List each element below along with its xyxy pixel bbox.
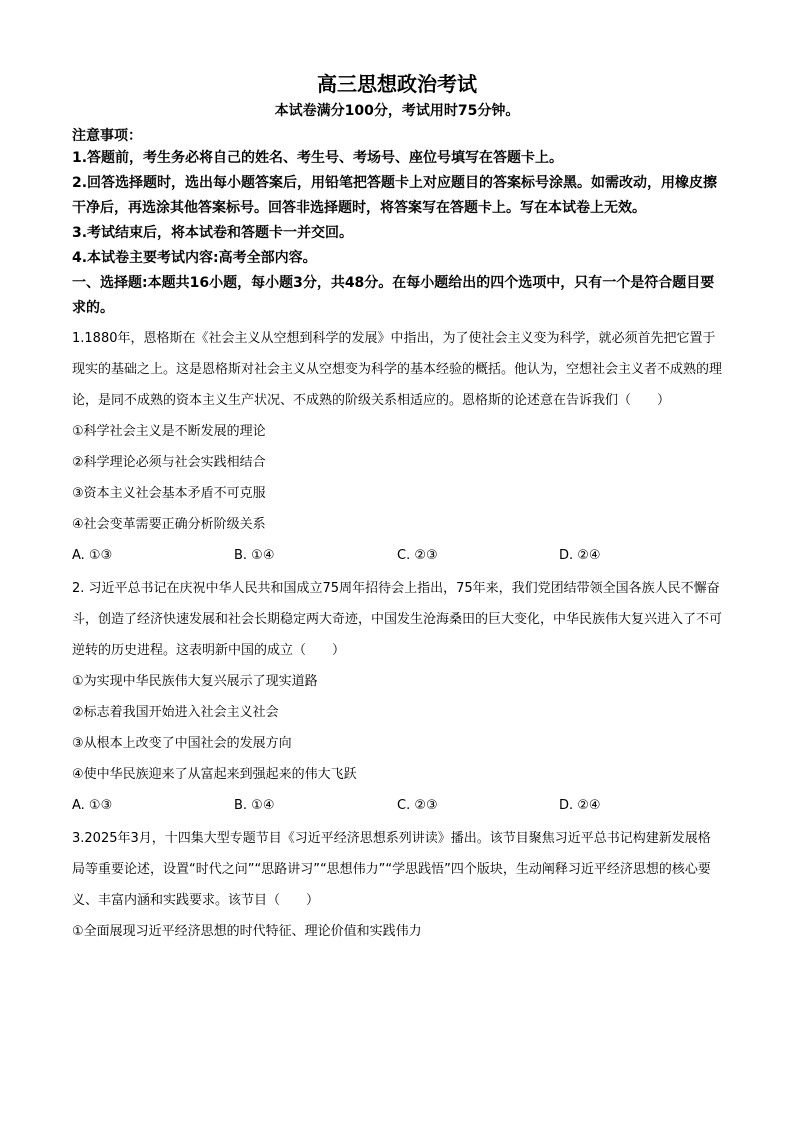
question-2	[72, 573, 722, 821]
choice-b: B. ①④	[234, 798, 275, 813]
choice-a: A. ①③	[72, 798, 113, 813]
note-item: 4.本试卷主要考试内容:高考全部内容。	[72, 250, 317, 266]
statement-option: ④使中华民族迎来了从富起来到强起来的伟大飞跃	[72, 767, 357, 782]
question-3	[72, 823, 722, 947]
note-item: 1.答题前，考生务必将自己的姓名、考生号、考场号、座位号填写在答题卡上。	[72, 150, 564, 166]
exam-title: 高三思想政治考试	[317, 72, 477, 96]
question-stem: 2. 习近平总书记在庆祝中华人民共和国成立75周年招待会上指出，75年来，我们党团结带领全国各族人民不懈奋斗，创造了经济快速发展和社会长期稳定两大奇迹，中国发生沧海桑田的巨大变化，中华民族伟大复兴进入了不可逆转的历史进程。这表明新中国的成立（ ）	[72, 581, 723, 658]
note-item: 3.考试结束后，将本试卷和答题卡一并交回。	[72, 225, 354, 241]
exam-page	[72, 72, 722, 947]
statement-option: ①全面展现习近平经济思想的时代特征、理论价值和实践伟力	[72, 924, 422, 939]
choice-c: C. ②③	[397, 798, 438, 813]
statement-option: ①为实现中华民族伟大复兴展示了现实道路	[72, 674, 318, 689]
choice-c: C. ②③	[397, 548, 438, 563]
statement-option: ③资本主义社会基本矛盾不可克服	[72, 486, 266, 501]
statement-option: ②标志着我国开始进入社会主义社会	[72, 705, 279, 720]
note-item: 2.回答选择题时，选出每小题答案后，用铅笔把答题卡上对应题目的答案标号涂黑。如需改动，用橡皮擦干净后，再选涂其他答案标号。回答非选择题时，将答案写在答题卡上。写在本试卷上无效。	[72, 175, 718, 216]
notes-heading: 注意事项：	[72, 128, 142, 144]
statement-option: ④社会变革需要正确分析阶级关系	[72, 517, 266, 532]
statement-option: ③从根本上改变了中国社会的发展方向	[72, 736, 292, 751]
question-stem: 1.1880年，恩格斯在《社会主义从空想到科学的发展》中指出，为了使社会主义变为科学，就必须首先把它置于现实的基础之上。这是恩格斯对社会主义从空想变为科学的基本经验的概括。他认为，空想社会主义者不成熟的理论，是同不成熟的资本主义生产状况、不成熟的阶级关系相适应的。恩格斯的论述意在告诉我们（ ）	[72, 331, 723, 408]
statement-option: ①科学社会主义是不断发展的理论	[72, 424, 266, 439]
answer-choices	[72, 540, 722, 571]
question-1	[72, 323, 722, 571]
exam-subtitle: 本试卷满分100分，考试用时75分钟。	[274, 103, 520, 119]
choice-a: A. ①③	[72, 548, 113, 563]
question-stem: 3.2025年3月，十四集大型专题节目《习近平经济思想系列讲读》播出。该节目聚焦习近平总书记构建新发展格局等重要论述，设置“时代之问”“思路讲习”“思想伟力”“学思践悟”四个版块，生动阐释习近平经济思想的核心要义、丰富内涵和实践要求。该节目（ ）	[72, 831, 711, 908]
answer-choices	[72, 790, 722, 821]
statement-option: ②科学理论必须与社会实践相结合	[72, 455, 266, 470]
choice-d: D. ②④	[559, 548, 601, 563]
choice-d: D. ②④	[559, 798, 601, 813]
section-heading: 一、选择题:本题共16小题，每小题3分，共48分。在每小题给出的四个选项中，只有一个是符合题目要求的。	[72, 275, 715, 316]
choice-b: B. ①④	[234, 548, 275, 563]
